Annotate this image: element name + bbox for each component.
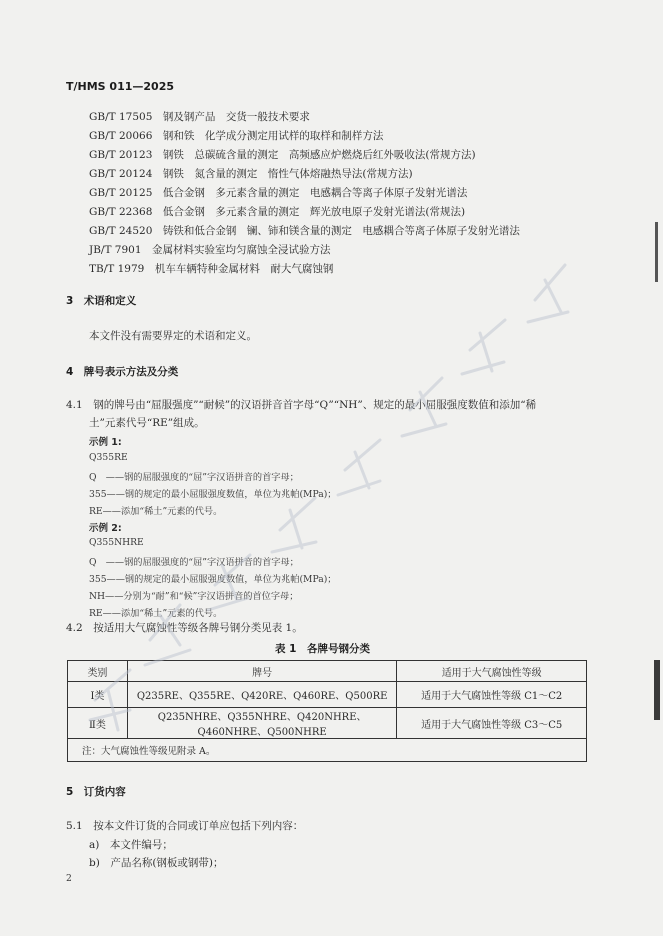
example-2-line: NH——分别为“耐”和“候”字汉语拼音的首位字母； xyxy=(89,591,299,602)
reference-item: TB/T 1979 机车车辆特种金属材料 耐大气腐蚀钢 xyxy=(89,263,334,275)
example-1-grade: Q355RE xyxy=(89,452,128,463)
grade-classification-table xyxy=(67,660,587,762)
page-number: 2 xyxy=(66,873,72,884)
section-3-heading: 3 术语和定义 xyxy=(66,295,137,307)
section-3-body: 本文件没有需要界定的术语和定义。 xyxy=(89,330,257,342)
reference-item: JB/T 7901 金属材料实验室均匀腐蚀全浸试验方法 xyxy=(89,244,331,256)
table-header-cell: 牌号 xyxy=(127,661,397,682)
table-header-cell: 适用于大气腐蚀性等级 xyxy=(397,661,587,682)
order-item: b) 产品名称(钢板或钢带)； xyxy=(89,857,224,869)
table-1-caption: 表 1 各牌号钢分类 xyxy=(275,643,370,655)
order-item: a) 本文件编号； xyxy=(89,839,173,851)
example-2-label: 示例 2: xyxy=(89,523,122,534)
table-note-row xyxy=(68,739,587,762)
table-cell: Ⅱ类 xyxy=(68,708,128,739)
section-5-heading: 5 订货内容 xyxy=(66,786,126,798)
table-cell: Ⅰ类 xyxy=(68,682,128,708)
reference-item: GB/T 24520 铸铁和低合金钢 镧、铈和镁含量的测定 电感耦合等离子体原子发射光谱法 xyxy=(89,225,520,237)
example-2-line: RE——添加“稀土”元素的代号。 xyxy=(89,608,223,619)
example-1-line: 355——钢的规定的最小屈服强度数值，单位为兆帕(MPa)； xyxy=(89,489,337,500)
reference-item: GB/T 22368 低合金钢 多元素含量的测定 辉光放电原子发射光谱法(常规法) xyxy=(89,206,466,218)
example-1-line: Q ——钢的屈服强度的“屈”字汉语拼音的首字母； xyxy=(89,472,299,483)
reference-item: GB/T 20125 低合金钢 多元素含量的测定 电感耦合等离子体原子发射光谱法 xyxy=(89,187,468,199)
clause-4-1-line1: 4.1 钢的牌号由“屈服强度”“耐候”的汉语拼音首字母“Q”“NH”、规定的最小屈服强度数值和添加“稀 xyxy=(66,399,537,411)
table-row xyxy=(68,708,587,739)
table-note: 注：大气腐蚀性等级见附录 A。 xyxy=(68,739,587,762)
clause-4-1-line2: 土”元素代号“RE”组成。 xyxy=(89,417,205,429)
example-1-line: RE——添加“稀土”元素的代号。 xyxy=(89,506,223,517)
reference-item: GB/T 20124 钢铁 氮含量的测定 惰性气体熔融热导法(常规方法) xyxy=(89,168,413,180)
clause-4-2: 4.2 按适用大气腐蚀性等级各牌号钢分类见表 1。 xyxy=(66,622,303,634)
reference-item: GB/T 17505 钢及钢产品 交货一般技术要求 xyxy=(89,111,310,123)
reference-item: GB/T 20066 钢和铁 化学成分测定用试样的取样和制样方法 xyxy=(89,130,384,142)
example-2-grade: Q355NHRE xyxy=(89,537,144,548)
standard-id: T/HMS 011—2025 xyxy=(66,80,175,93)
scan-edge-mark xyxy=(654,660,660,720)
table-cell: 适用于大气腐蚀性等级 C1～C2 xyxy=(397,682,587,708)
example-1-label: 示例 1: xyxy=(89,437,122,448)
clause-5-1: 5.1 按本文件订货的合同或订单应包括下列内容： xyxy=(66,820,304,832)
example-2-line: 355——钢的规定的最小屈服强度数值，单位为兆帕(MPa)； xyxy=(89,574,337,585)
example-2-line: Q ——钢的屈服强度的“屈”字汉语拼音的首字母； xyxy=(89,557,299,568)
table-cell: 适用于大气腐蚀性等级 C3～C5 xyxy=(397,708,587,739)
table-cell: Q235NHRE、Q355NHRE、Q420NHRE、Q460NHRE、Q500NHRE xyxy=(127,708,397,739)
table-cell: Q235RE、Q355RE、Q420RE、Q460RE、Q500RE xyxy=(127,682,397,708)
section-4-heading: 4 牌号表示方法及分类 xyxy=(66,366,179,378)
table-row xyxy=(68,682,587,708)
reference-item: GB/T 20123 钢铁 总碳硫含量的测定 高频感应炉燃烧后红外吸收法(常规方法) xyxy=(89,149,476,161)
table-header-row xyxy=(68,661,587,682)
table-header-cell: 类别 xyxy=(68,661,128,682)
scan-edge-mark xyxy=(655,222,658,282)
